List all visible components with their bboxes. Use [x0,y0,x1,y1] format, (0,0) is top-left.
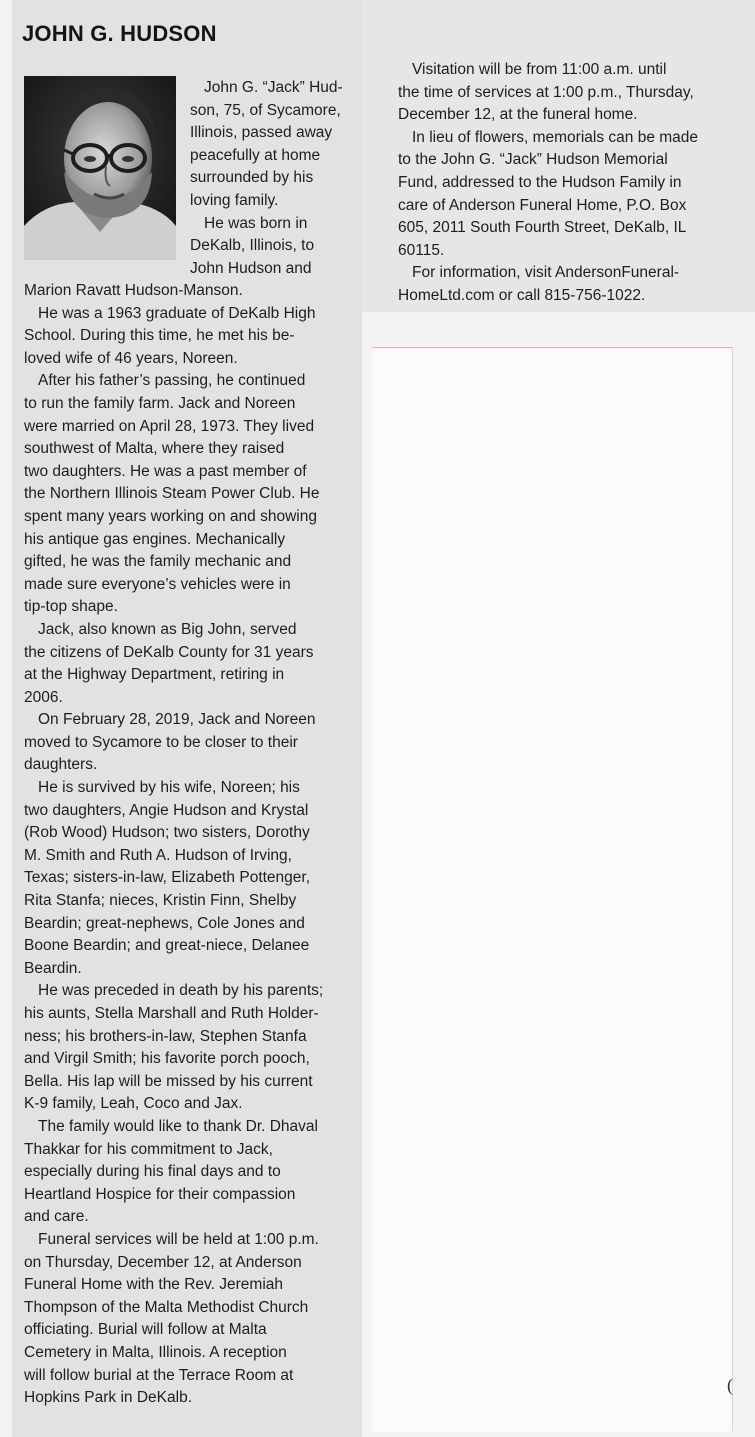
obituary-title: JOHN G. HUDSON [22,21,217,46]
text-line: Texas; sisters-in-law, Elizabeth Pottenger, [24,869,311,887]
text-line: Thakkar for his commitment to Jack, [24,1140,273,1158]
text-line: his antique gas engines. Mechanically [24,530,286,548]
text-line: Beardin; great-nephews, Cole Jones and [24,914,305,932]
text-line: (Rob Wood) Hudson; two sisters, Dorothy [24,824,310,842]
text-line: M. Smith and Ruth A. Hudson of Irving, [24,846,292,864]
text-line: 60115. [398,241,445,259]
obituary-right-column [398,59,738,308]
text-line: School. During this time, he met his be- [24,327,295,345]
text-line: spent many years working on and showing [24,507,317,525]
text-line: and care. [24,1208,89,1226]
text-line: 2006. [24,688,63,706]
text-line: his aunts, Stella Marshall and Ruth Holder- [24,1005,319,1022]
text-line: officiating. Burial will follow at Malta [24,1321,267,1339]
text-line: He was preceded in death by his parents; [38,982,324,1000]
text-line: southwest of Malta, where they raised [24,440,285,458]
text-line: John G. “Jack” Hud- [204,79,343,96]
text-line: Boone Beardin; and great-niece, Delanee [24,937,310,955]
obituary-body-text [24,280,360,1410]
text-line: For information, visit AndersonFuneral- [412,264,680,282]
text-line: the citizens of DeKalb County for 31 years [24,643,314,661]
text-line: On February 28, 2019, Jack and Noreen [38,711,316,729]
text-line: ness; his brothers-in-law, Stephen Stanfa [24,1027,307,1045]
text-line: Beardin. [24,959,82,977]
text-line: Hopkins Park in DeKalb. [24,1389,192,1407]
text-line: The family would like to thank Dr. Dhaval [38,1117,318,1135]
text-line: DeKalb, Illinois, to [190,237,315,255]
text-line: Marion Ravatt Hudson-Manson. [24,282,243,299]
text-line: Fund, addressed to the Hudson Family in [398,173,682,191]
text-line: especially during his final days and to [24,1163,281,1181]
text-line: Rita Stanfa; nieces, Kristin Finn, Shelby [24,892,297,910]
text-line: Bella. His lap will be missed by his current [24,1072,313,1090]
text-line: on Thursday, December 12, at Anderson [24,1253,302,1271]
text-line: John Hudson and [190,259,312,277]
text-line: Thompson of the Malta Methodist Church [24,1298,309,1316]
text-line: the time of services at 1:00 p.m., Thursday, [398,83,694,101]
pen-mark: ( [727,1375,733,1395]
text-line: and Virgil Smith; his favorite porch pooch, [24,1050,310,1068]
text-line: son, 75, of Sycamore, [190,101,341,119]
text-line: He was a 1963 graduate of DeKalb High [38,304,316,322]
text-line: In lieu of flowers, memorials can be made [412,128,699,146]
text-line: He was born in [204,214,308,232]
text-line: made sure everyone’s vehicles were in [24,575,291,593]
text-line: Illinois, passed away [190,124,333,142]
text-line: HomeLtd.com or call 815-756-1022. [398,286,646,304]
text-line: tip-top shape. [24,598,118,616]
text-line: the Northern Illinois Steam Power Club. He [24,485,320,503]
text-line: surrounded by his [190,169,314,187]
text-line: Visitation will be from 11:00 a.m. until [412,61,667,78]
text-line: daughters. [24,756,98,774]
text-line: gifted, he was the family mechanic and [24,553,292,571]
obituary-wrap-text [190,77,358,280]
text-line: After his father’s passing, he continued [38,372,306,390]
text-line: Cemetery in Malta, Illinois. A reception [24,1343,287,1361]
text-line: at the Highway Department, retiring in [24,666,285,684]
text-line: Funeral services will be held at 1:00 p.m. [38,1230,319,1248]
text-line: two daughters. He was a past member of [24,462,307,480]
text-line: December 12, at the funeral home. [398,106,638,124]
text-line: Jack, also known as Big John, served [38,620,297,638]
blank-paper-sheet [372,347,733,1433]
text-line: peacefully at home [190,146,321,164]
text-line: loving family. [190,191,279,209]
text-line: will follow burial at the Terrace Room at [24,1366,294,1384]
text-line: He is survived by his wife, Noreen; his [38,779,300,797]
text-line: care of Anderson Funeral Home, P.O. Box [398,196,687,214]
text-line: were married on April 28, 1973. They lived [24,417,315,435]
text-line: to run the family farm. Jack and Noreen [24,394,296,412]
text-line: 605, 2011 South Fourth Street, DeKalb, IL [398,219,687,237]
text-line: Funeral Home with the Rev. Jeremiah [24,1276,284,1294]
text-line: loved wife of 46 years, Noreen. [24,349,238,367]
portrait-photo-graphic [24,76,176,260]
text-line: two daughters, Angie Hudson and Krystal [24,801,309,819]
text-line: moved to Sycamore to be closer to their [24,733,298,751]
text-line: Heartland Hospice for their compassion [24,1185,296,1203]
text-line: K-9 family, Leah, Coco and Jax. [24,1095,243,1113]
text-line: to the John G. “Jack” Hudson Memorial [398,151,668,169]
portrait-photo [24,76,176,260]
